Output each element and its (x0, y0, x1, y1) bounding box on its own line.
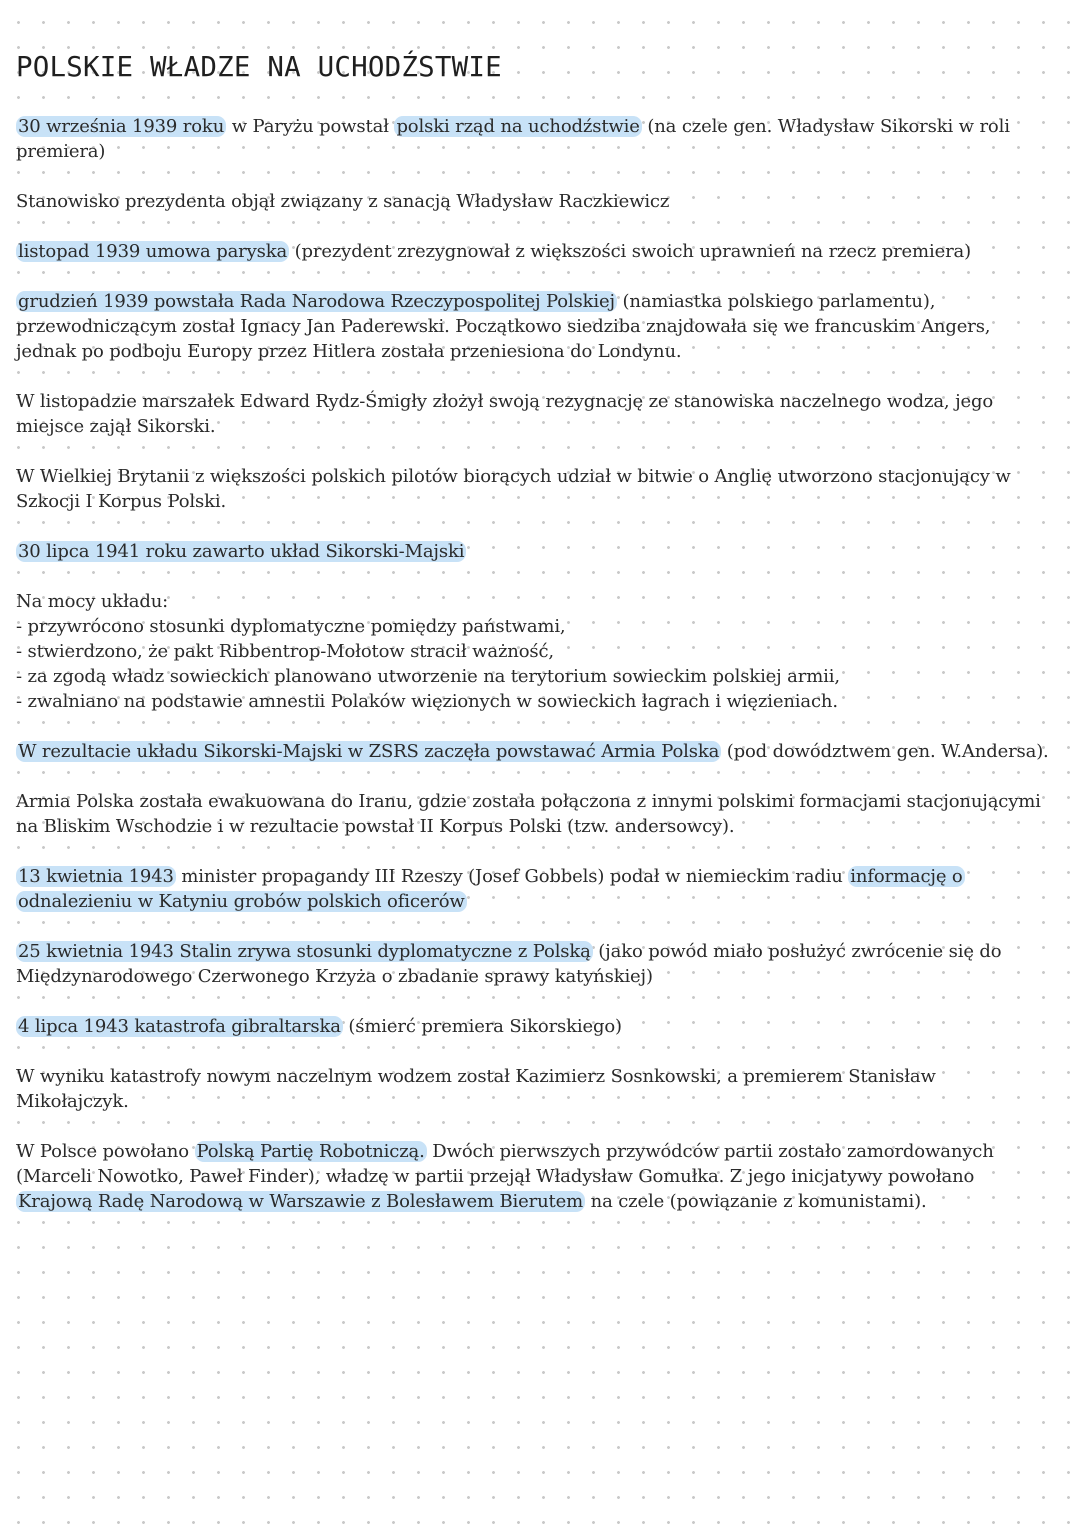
note-paragraph (16, 789, 1050, 839)
highlighted-text: 13 kwietnia 1943 (18, 866, 174, 887)
plain-text: W Polsce powołano (16, 1141, 195, 1162)
note-paragraph (16, 239, 1050, 264)
plain-text: minister propagandy III Rzeszy (Josef Gobbels) podał w niemieckim radiu (175, 866, 849, 887)
highlighted-text: Polską Partię Robotniczą. (196, 1141, 425, 1162)
plain-text: (jako powód miało posłużyć zwrócenie się do Międzynarodowego Czerwonego Krzyża o zbadanie sprawy katyńskiej) (16, 941, 1002, 987)
plain-text: (pod dowództwem gen. W.Andersa). (721, 741, 1049, 762)
highlighted-text: polski rząd na uchodźstwie (396, 116, 640, 137)
highlighted-text: 30 lipca 1941 roku zawarto układ Sikorski-Majski (18, 541, 465, 562)
plain-text: w Paryżu powstał (226, 116, 395, 137)
note-paragraph (16, 114, 1050, 164)
plain-text: (na czele gen. Władysław Sikorski w roli premiera) (16, 116, 1010, 162)
note-paragraph (16, 389, 1050, 439)
list-item: - przywrócono stosunki dyplomatyczne pomiędzy państwami, (16, 616, 566, 637)
plain-text: (namiastka polskiego parlamentu), przewodniczącym został Ignacy Jan Paderewski. Początkowo siedziba znajdowała się we francuskim Angers, jednak po podboju Europy przez Hitlera została przeniesiona do Londynu. (16, 291, 991, 362)
plain-text: W listopadzie marszałek Edward Rydz-Śmigły złożył swoją rezygnację ze stanowiska naczelnego wodza, jego miejsce zajął Sikorski. (16, 391, 994, 437)
highlighted-text: 30 września 1939 roku (18, 116, 225, 137)
plain-text: Armia Polska została ewakuowana do Iranu, gdzie została połączona z innymi polskimi formacjami stacjonującymi na Bliskim Wschodzie i w rezultacie powstał II Korpus Polski (tzw. andersowcy). (16, 791, 1041, 837)
note-content (16, 114, 1050, 1214)
note-paragraph (16, 739, 1050, 764)
note-paragraph (16, 189, 1050, 214)
page-title: POLSKIE WŁADZE NA UCHODŹSTWIE (16, 51, 502, 83)
highlighted-text: Krajową Radę Narodową w Warszawie z Bolesławem Bierutem (18, 1191, 584, 1212)
plain-text: W wyniku katastrofy nowym naczelnym wodzem został Kazimierz Sosnkowski, a premierem Stanisław Mikołajczyk. (16, 1066, 936, 1112)
highlighted-text: 25 kwietnia 1943 Stalin zrywa stosunki dyplomatyczne z Polską (18, 941, 591, 962)
list-item: - zwalniano na podstawie amnestii Polaków więzionych w sowieckich łagrach i więzieniach. (16, 691, 838, 712)
plain-text: Dwóch pierwszych przywódców partii zostało zamordowanych (Marceli Nowotko, Paweł Finder), władzę w partii przejął Władysław Gomułka. Z jego inicjatywy powołano (16, 1141, 994, 1187)
plain-text: (prezydent zrezygnował z większości swoich uprawnień na rzecz premiera) (289, 241, 971, 262)
highlighted-text: grudzień 1939 powstała Rada Narodowa Rzeczypospolitej Polskiej (18, 291, 615, 312)
note-paragraph (16, 1064, 1050, 1114)
list-item: - za zgodą władz sowieckich planowano utworzenie na terytorium sowieckim polskiej armii, (16, 666, 840, 687)
note-paragraph (16, 539, 1050, 564)
plain-text: Stanowisko prezydenta objął związany z sanacją Władysław Raczkiewicz (16, 191, 670, 212)
plain-text: W Wielkiej Brytanii z większości polskich pilotów biorących udział w bitwie o Anglię utworzono stacjonujący w Szkocji I Korpus Polski. (16, 466, 1011, 512)
note-paragraph (16, 939, 1050, 989)
plain-text: na czele (powiązanie z komunistami). (585, 1191, 927, 1212)
list-heading: Na mocy układu: (16, 591, 169, 612)
note-paragraph (16, 464, 1050, 514)
note-paragraph (16, 589, 1050, 714)
highlighted-text: W rezultacie układu Sikorski-Majski w ZSRS zaczęła powstawać Armia Polska (18, 741, 720, 762)
note-paragraph (16, 864, 1050, 914)
note-paragraph (16, 1139, 1050, 1214)
highlighted-text: listopad 1939 umowa paryska (18, 241, 288, 262)
plain-text: (śmierć premiera Sikorskiego) (342, 1016, 622, 1037)
highlighted-text: informację o odnalezieniu w Katyniu grobów polskich oficerów (18, 866, 963, 912)
highlighted-text: 4 lipca 1943 katastrofa gibraltarska (18, 1016, 341, 1037)
note-paragraph (16, 1014, 1050, 1039)
list-item: - stwierdzono, że pakt Ribbentrop-Mołotow stracił ważność, (16, 641, 554, 662)
note-paragraph (16, 289, 1050, 364)
